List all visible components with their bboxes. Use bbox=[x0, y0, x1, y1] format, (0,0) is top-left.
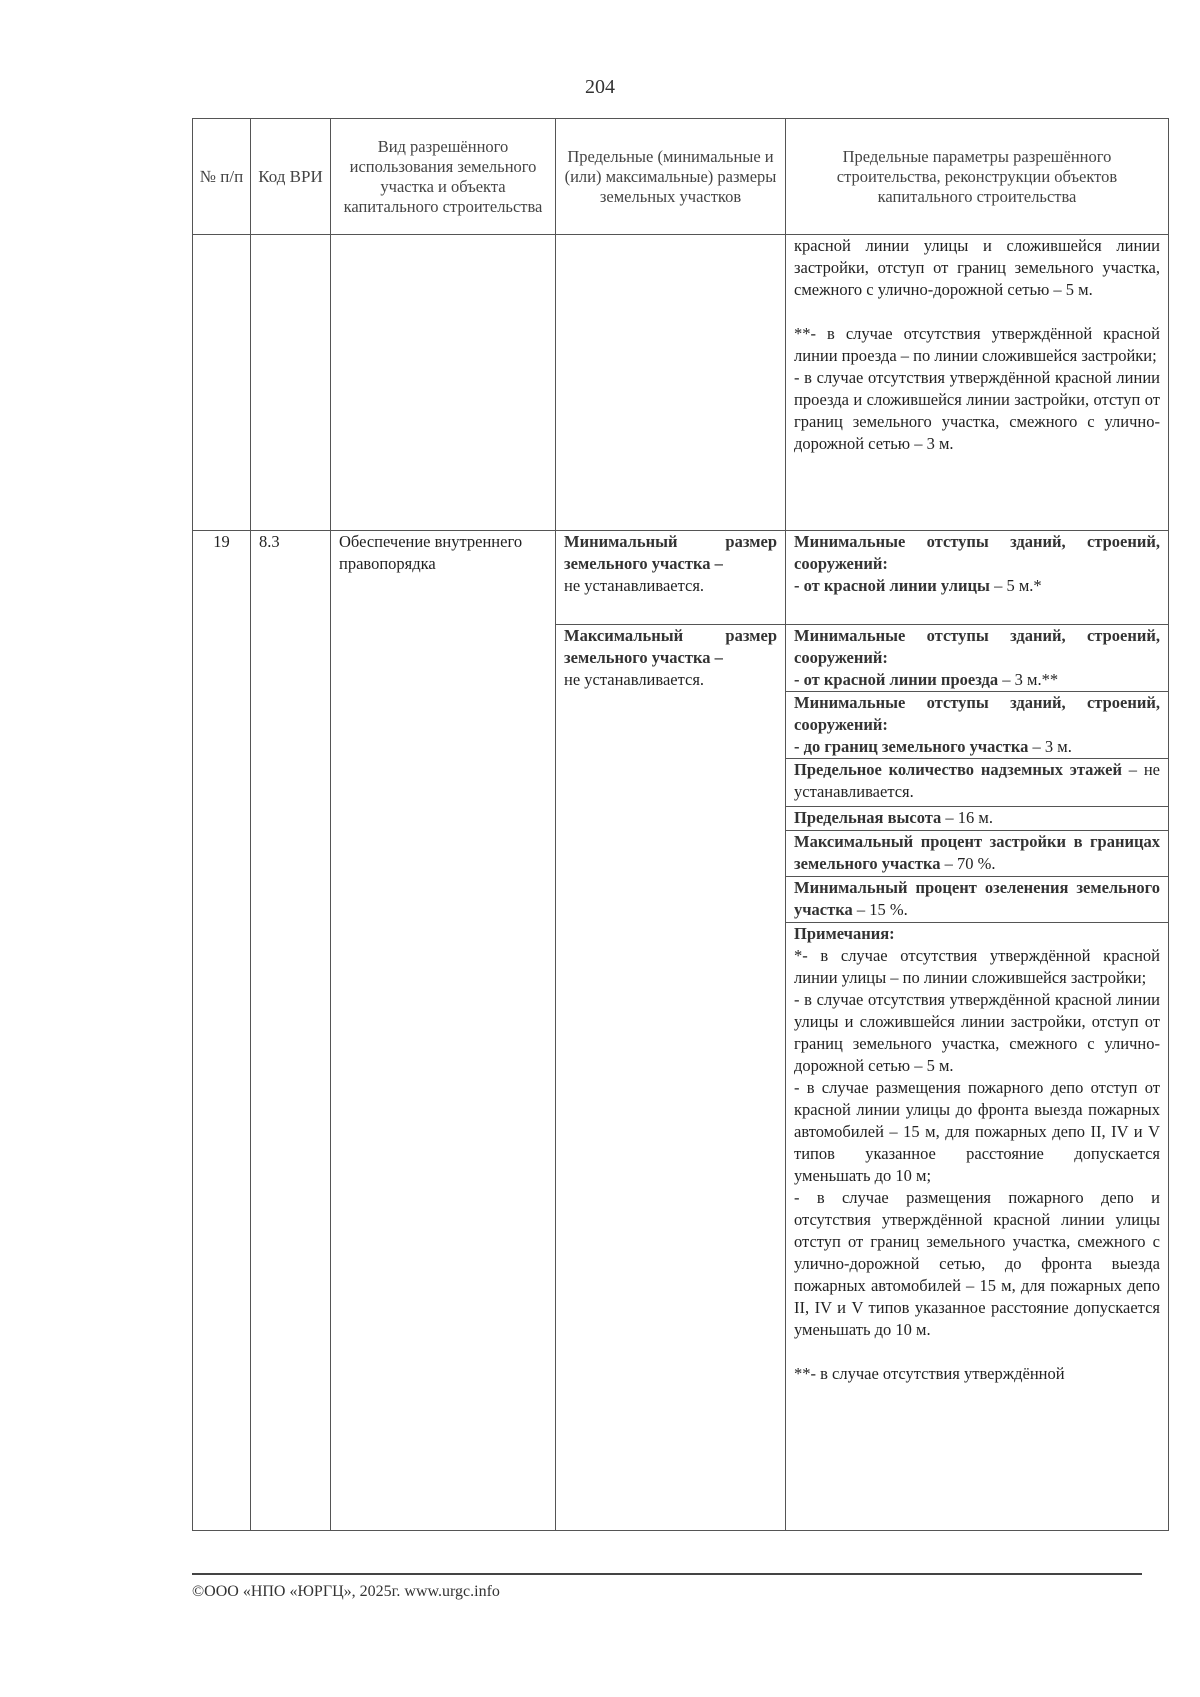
continuation-notes bbox=[786, 235, 1169, 531]
continuation-note: красной линии улицы и сложившейся линии застройки, отступ от границ земельного участка, смежного с улично-дорожной сетью – 5 м. bbox=[794, 236, 1160, 299]
row-vri-name: Обеспечение внутреннего правопорядка bbox=[331, 531, 556, 1531]
header-code: Код ВРИ bbox=[251, 119, 331, 235]
row-number: 19 bbox=[193, 531, 251, 1531]
max-size-value: не устанавливается. bbox=[564, 670, 705, 689]
param-label-sub: - до границ земельного участка bbox=[794, 737, 1029, 756]
param-floors bbox=[786, 759, 1169, 807]
footer-copyright: ©ООО «НПО «ЮРГЦ», 2025г. www.urgc.info bbox=[192, 1583, 500, 1600]
param-label: Минимальные отступы зданий, строений, сооружений: bbox=[794, 532, 1160, 573]
param-value: – 3 м. bbox=[1028, 737, 1072, 756]
cell-empty bbox=[193, 235, 251, 531]
zoning-table bbox=[192, 118, 1169, 1531]
param-label: Минимальные отступы зданий, строений, сооружений: bbox=[794, 626, 1160, 667]
footer-divider bbox=[192, 1573, 1142, 1575]
param-label: Максимальный процент застройки в границах земельного участка bbox=[794, 832, 1160, 873]
param-label-sub: - от красной линии проезда bbox=[794, 670, 999, 689]
param-value: – 15 %. bbox=[852, 900, 908, 919]
param-label: Минимальный процент озеленения земельного участка bbox=[794, 878, 1160, 919]
note-item: **- в случае отсутствия утверждённой bbox=[794, 1364, 1065, 1383]
cell-empty bbox=[331, 235, 556, 531]
param-label: Минимальные отступы зданий, строений, сооружений: bbox=[794, 693, 1160, 734]
param-label: Предельное количество надземных этажей bbox=[794, 760, 1123, 779]
param-setback-street bbox=[786, 531, 1169, 625]
param-label: Предельная высота bbox=[794, 808, 942, 827]
table-row-19 bbox=[193, 531, 1169, 625]
min-size-cell bbox=[556, 531, 786, 625]
header-params: Предельные параметры разрешённого строительства, реконструкции объектов капитального строительства bbox=[786, 119, 1169, 235]
min-size-value: не устанавливается. bbox=[564, 576, 705, 595]
param-value: – 5 м.* bbox=[989, 576, 1042, 595]
param-setback-driveway bbox=[786, 625, 1169, 692]
param-value: – 70 %. bbox=[940, 854, 996, 873]
continuation-note: **- в случае отсутствия утверждённой красной линии проезда – по линии сложившейся застройки; bbox=[794, 324, 1160, 365]
header-sizes: Предельные (минимальные и (или) максимальные) размеры земельных участков bbox=[556, 119, 786, 235]
note-item: - в случае отсутствия утверждённой красной линии улицы и сложившейся линии застройки, отступ от границ земельного участка, смежного с улично-дорожной сетью – 5 м. bbox=[794, 990, 1160, 1075]
row-code: 8.3 bbox=[251, 531, 331, 1531]
cell-empty bbox=[556, 235, 786, 531]
param-setback-boundary bbox=[786, 692, 1169, 759]
notes-title: Примечания: bbox=[794, 924, 895, 943]
min-size-label: Минимальный размер земельного участка – bbox=[564, 532, 777, 573]
continuation-note: - в случае отсутствия утверждённой красной линии проезда и сложившейся линии застройки, отступ от границ земельного участка, смежного с улично-дорожной сетью – 3 м. bbox=[794, 368, 1160, 453]
notes-cell bbox=[786, 923, 1169, 1531]
param-max-coverage bbox=[786, 831, 1169, 877]
param-value: – 3 м.** bbox=[998, 670, 1059, 689]
table-row-continuation bbox=[193, 235, 1169, 531]
max-size-label: Максимальный размер земельного участка – bbox=[564, 626, 777, 667]
table-header-row bbox=[193, 119, 1169, 235]
note-item: - в случае размещения пожарного депо отступ от красной линии улицы до фронта выезда пожарных автомобилей – 15 м, для пожарных депо II, IV и V типов указанное расстояние допускается уменьшать до 10 м; bbox=[794, 1078, 1160, 1185]
param-height bbox=[786, 807, 1169, 831]
param-label-sub: - от красной линии улицы bbox=[794, 576, 990, 595]
page-number: 204 bbox=[585, 76, 615, 98]
header-vri: Вид разрешённого использования земельного участка и объекта капитального строительства bbox=[331, 119, 556, 235]
param-value: – не устанавливается. bbox=[794, 760, 1160, 801]
note-item: - в случае размещения пожарного депо и отсутствия утверждённой красной линии улицы отступ от границ земельного участка, смежного с улично-дорожной сетью, до фронта выезда пожарных автомобилей – 15 м, для пожарных депо II, IV и V типов указанное расстояние допускается уменьшать до 10 м. bbox=[794, 1188, 1160, 1339]
max-size-cell bbox=[556, 625, 786, 1531]
header-number: № п/п bbox=[193, 119, 251, 235]
param-value: – 16 м. bbox=[941, 808, 993, 827]
note-item: *- в случае отсутствия утверждённой красной линии улицы – по линии сложившейся застройки; bbox=[794, 946, 1160, 987]
param-min-greenery bbox=[786, 877, 1169, 923]
cell-empty bbox=[251, 235, 331, 531]
